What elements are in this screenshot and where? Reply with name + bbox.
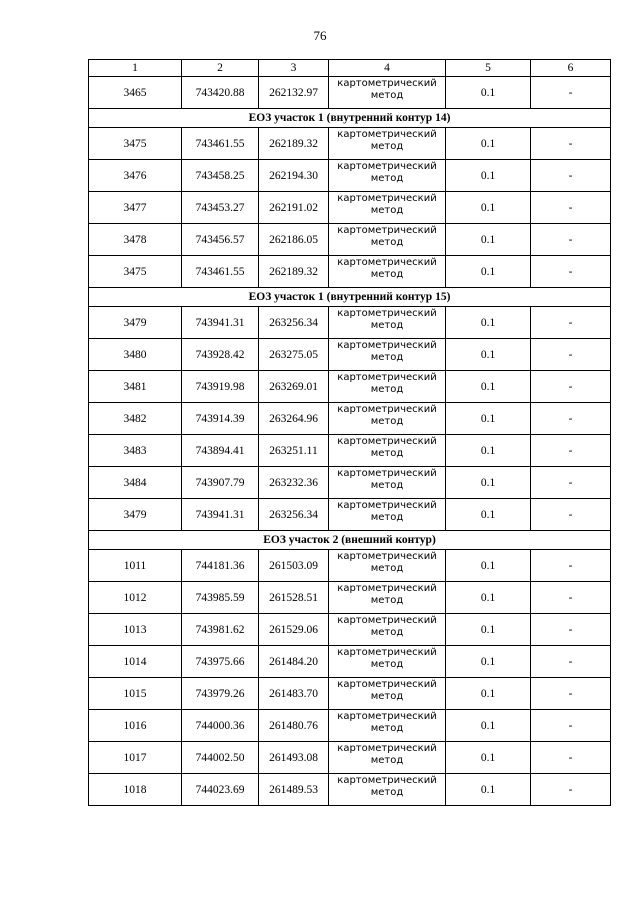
point-number-cell: 3483: [89, 435, 182, 467]
table-row: [89, 224, 611, 256]
note-cell: -: [531, 77, 611, 109]
y-coordinate-cell: 263251.11: [259, 435, 329, 467]
x-coordinate-cell: 743456.57: [182, 224, 259, 256]
x-coordinate-cell: 743894.41: [182, 435, 259, 467]
x-coordinate-cell: 743907.79: [182, 467, 259, 499]
note-cell: -: [531, 582, 611, 614]
method-text: картометрический метод: [337, 550, 437, 574]
y-coordinate-cell: 263256.34: [259, 307, 329, 339]
accuracy-cell: 0.1: [446, 710, 531, 742]
method-cell: [329, 160, 446, 192]
method-text: картометрический метод: [337, 742, 437, 766]
method-text: картометрический метод: [337, 339, 437, 363]
note-cell: -: [531, 403, 611, 435]
method-cell: [329, 678, 446, 710]
table-row: [89, 742, 611, 774]
y-coordinate-cell: 262191.02: [259, 192, 329, 224]
method-text: картометрический метод: [337, 128, 437, 152]
note-cell: -: [531, 646, 611, 678]
accuracy-cell: 0.1: [446, 435, 531, 467]
note-cell: -: [531, 710, 611, 742]
method-cell: [329, 646, 446, 678]
method-cell: [329, 435, 446, 467]
accuracy-cell: 0.1: [446, 192, 531, 224]
method-text: картометрический метод: [337, 646, 437, 670]
point-number-cell: 3481: [89, 371, 182, 403]
table-header-row: [89, 60, 611, 77]
note-cell: -: [531, 307, 611, 339]
x-coordinate-cell: 743919.98: [182, 371, 259, 403]
column-header: 5: [446, 60, 531, 77]
point-number-cell: 3477: [89, 192, 182, 224]
x-coordinate-cell: 743420.88: [182, 77, 259, 109]
y-coordinate-cell: 263264.96: [259, 403, 329, 435]
accuracy-cell: 0.1: [446, 774, 531, 806]
method-text: картометрический метод: [337, 435, 437, 459]
method-text: картометрический метод: [337, 371, 437, 395]
y-coordinate-cell: 262189.32: [259, 256, 329, 288]
column-header: 4: [329, 60, 446, 77]
table-row: [89, 192, 611, 224]
point-number-cell: 3476: [89, 160, 182, 192]
accuracy-cell: 0.1: [446, 550, 531, 582]
y-coordinate-cell: 263256.34: [259, 499, 329, 531]
point-number-cell: 1016: [89, 710, 182, 742]
method-text: картометрический метод: [337, 467, 437, 491]
table-row: [89, 371, 611, 403]
table-row: [89, 499, 611, 531]
note-cell: -: [531, 192, 611, 224]
method-text: картометрический метод: [337, 307, 437, 331]
x-coordinate-cell: 744000.36: [182, 710, 259, 742]
table-row: [89, 678, 611, 710]
table-row: [89, 646, 611, 678]
table-row: [89, 614, 611, 646]
accuracy-cell: 0.1: [446, 499, 531, 531]
table-row: [89, 467, 611, 499]
y-coordinate-cell: 262132.97: [259, 77, 329, 109]
x-coordinate-cell: 743928.42: [182, 339, 259, 371]
accuracy-cell: 0.1: [446, 646, 531, 678]
method-cell: [329, 742, 446, 774]
method-cell: [329, 499, 446, 531]
table-row: [89, 582, 611, 614]
accuracy-cell: 0.1: [446, 256, 531, 288]
accuracy-cell: 0.1: [446, 678, 531, 710]
method-text: картометрический метод: [337, 403, 437, 427]
y-coordinate-cell: 261480.76: [259, 710, 329, 742]
note-cell: -: [531, 614, 611, 646]
method-text: картометрический метод: [337, 160, 437, 184]
x-coordinate-cell: 743461.55: [182, 256, 259, 288]
y-coordinate-cell: 263232.36: [259, 467, 329, 499]
column-header: 3: [259, 60, 329, 77]
note-cell: -: [531, 256, 611, 288]
point-number-cell: 3475: [89, 128, 182, 160]
method-cell: [329, 77, 446, 109]
note-cell: -: [531, 550, 611, 582]
table-row: [89, 550, 611, 582]
accuracy-cell: 0.1: [446, 307, 531, 339]
table-row: [89, 128, 611, 160]
point-number-cell: 1012: [89, 582, 182, 614]
x-coordinate-cell: 744181.36: [182, 550, 259, 582]
method-text: картометрический метод: [337, 499, 437, 523]
table-row: [89, 160, 611, 192]
y-coordinate-cell: 262186.05: [259, 224, 329, 256]
point-number-cell: 1017: [89, 742, 182, 774]
y-coordinate-cell: 262189.32: [259, 128, 329, 160]
table-row: [89, 307, 611, 339]
x-coordinate-cell: 743941.31: [182, 307, 259, 339]
point-number-cell: 3484: [89, 467, 182, 499]
note-cell: -: [531, 371, 611, 403]
method-cell: [329, 307, 446, 339]
y-coordinate-cell: 262194.30: [259, 160, 329, 192]
x-coordinate-cell: 743458.25: [182, 160, 259, 192]
point-number-cell: 3480: [89, 339, 182, 371]
point-number-cell: 3465: [89, 77, 182, 109]
method-text: картометрический метод: [337, 77, 437, 101]
x-coordinate-cell: 743453.27: [182, 192, 259, 224]
method-text: картометрический метод: [337, 192, 437, 216]
method-cell: [329, 128, 446, 160]
section-title: ЕОЗ участок 1 (внутренний контур 15): [89, 288, 611, 307]
point-number-cell: 3478: [89, 224, 182, 256]
note-cell: -: [531, 435, 611, 467]
accuracy-cell: 0.1: [446, 371, 531, 403]
accuracy-cell: 0.1: [446, 160, 531, 192]
method-text: картометрический метод: [337, 678, 437, 702]
note-cell: -: [531, 499, 611, 531]
method-cell: [329, 550, 446, 582]
accuracy-cell: 0.1: [446, 403, 531, 435]
method-cell: [329, 224, 446, 256]
x-coordinate-cell: 743979.26: [182, 678, 259, 710]
point-number-cell: 3479: [89, 499, 182, 531]
x-coordinate-cell: 744002.50: [182, 742, 259, 774]
table-row: [89, 774, 611, 806]
section-title: ЕОЗ участок 2 (внешний контур): [89, 531, 611, 550]
accuracy-cell: 0.1: [446, 77, 531, 109]
method-cell: [329, 614, 446, 646]
x-coordinate-cell: 744023.69: [182, 774, 259, 806]
point-number-cell: 3479: [89, 307, 182, 339]
note-cell: -: [531, 774, 611, 806]
y-coordinate-cell: 261493.08: [259, 742, 329, 774]
accuracy-cell: 0.1: [446, 742, 531, 774]
accuracy-cell: 0.1: [446, 614, 531, 646]
method-cell: [329, 582, 446, 614]
point-number-cell: 3475: [89, 256, 182, 288]
note-cell: -: [531, 678, 611, 710]
method-cell: [329, 192, 446, 224]
x-coordinate-cell: 743914.39: [182, 403, 259, 435]
y-coordinate-cell: 261503.09: [259, 550, 329, 582]
y-coordinate-cell: 263269.01: [259, 371, 329, 403]
table-row: [89, 435, 611, 467]
table-row: [89, 710, 611, 742]
accuracy-cell: 0.1: [446, 467, 531, 499]
x-coordinate-cell: 743985.59: [182, 582, 259, 614]
accuracy-cell: 0.1: [446, 128, 531, 160]
y-coordinate-cell: 263275.05: [259, 339, 329, 371]
table-section-row: [89, 109, 611, 128]
table-row: [89, 77, 611, 109]
method-text: картометрический метод: [337, 224, 437, 248]
method-cell: [329, 371, 446, 403]
method-cell: [329, 774, 446, 806]
x-coordinate-cell: 743461.55: [182, 128, 259, 160]
y-coordinate-cell: 261528.51: [259, 582, 329, 614]
note-cell: -: [531, 742, 611, 774]
x-coordinate-cell: 743981.62: [182, 614, 259, 646]
accuracy-cell: 0.1: [446, 339, 531, 371]
table-row: [89, 403, 611, 435]
method-text: картометрический метод: [337, 582, 437, 606]
method-cell: [329, 403, 446, 435]
y-coordinate-cell: 261529.06: [259, 614, 329, 646]
table-section-row: [89, 288, 611, 307]
page-number: 76: [313, 28, 327, 43]
section-title: ЕОЗ участок 1 (внутренний контур 14): [89, 109, 611, 128]
method-text: картометрический метод: [337, 256, 437, 280]
column-header: 1: [89, 60, 182, 77]
column-header: 2: [182, 60, 259, 77]
y-coordinate-cell: 261484.20: [259, 646, 329, 678]
note-cell: -: [531, 128, 611, 160]
note-cell: -: [531, 160, 611, 192]
method-text: картометрический метод: [337, 774, 437, 798]
accuracy-cell: 0.1: [446, 582, 531, 614]
method-cell: [329, 256, 446, 288]
coordinates-table: [88, 59, 611, 806]
note-cell: -: [531, 339, 611, 371]
note-cell: -: [531, 224, 611, 256]
table-section-row: [89, 531, 611, 550]
point-number-cell: 1015: [89, 678, 182, 710]
x-coordinate-cell: 743975.66: [182, 646, 259, 678]
column-header: 6: [531, 60, 611, 77]
y-coordinate-cell: 261489.53: [259, 774, 329, 806]
table-row: [89, 256, 611, 288]
point-number-cell: 1018: [89, 774, 182, 806]
accuracy-cell: 0.1: [446, 224, 531, 256]
table-row: [89, 339, 611, 371]
method-cell: [329, 339, 446, 371]
method-text: картометрический метод: [337, 710, 437, 734]
point-number-cell: 1011: [89, 550, 182, 582]
note-cell: -: [531, 467, 611, 499]
y-coordinate-cell: 261483.70: [259, 678, 329, 710]
x-coordinate-cell: 743941.31: [182, 499, 259, 531]
method-cell: [329, 710, 446, 742]
method-text: картометрический метод: [337, 614, 437, 638]
point-number-cell: 1013: [89, 614, 182, 646]
point-number-cell: 1014: [89, 646, 182, 678]
point-number-cell: 3482: [89, 403, 182, 435]
method-cell: [329, 467, 446, 499]
